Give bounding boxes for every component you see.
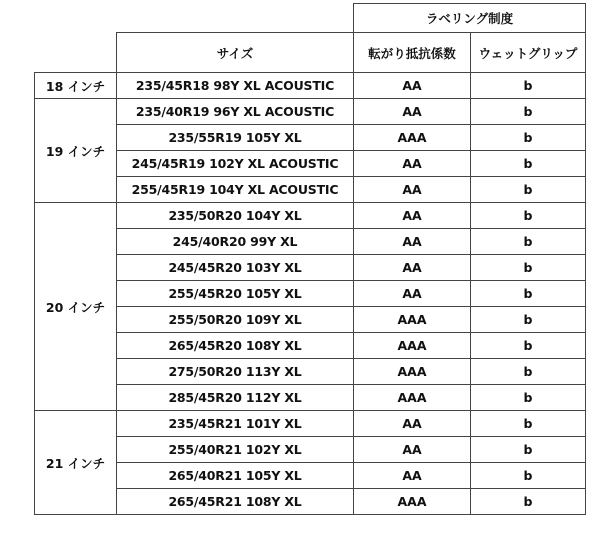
inch-group-label: 18 インチ [35,73,117,99]
wet-grip-cell: b [471,385,586,411]
table-row [35,125,586,151]
rolling-resistance-cell: AA [354,151,471,177]
wet-grip-cell: b [471,281,586,307]
tire-size-cell: 265/45R20 108Y XL [117,333,354,359]
tire-size-cell: 235/55R19 105Y XL [117,125,354,151]
table-row [35,281,586,307]
tire-size-cell: 245/45R19 102Y XL ACOUSTIC [117,151,354,177]
inch-group-label: 21 インチ [35,411,117,515]
tire-size-cell: 255/50R20 109Y XL [117,307,354,333]
table-row [35,307,586,333]
rolling-resistance-cell: AAA [354,307,471,333]
wet-grip-cell: b [471,99,586,125]
tire-size-cell: 245/40R20 99Y XL [117,229,354,255]
rolling-resistance-cell: AA [354,437,471,463]
tire-size-cell: 255/45R19 104Y XL ACOUSTIC [117,177,354,203]
table-row [35,333,586,359]
table-row [35,203,586,229]
tire-size-cell: 275/50R20 113Y XL [117,359,354,385]
table-row [35,177,586,203]
tire-size-cell: 235/50R20 104Y XL [117,203,354,229]
tire-size-cell: 235/45R18 98Y XL ACOUSTIC [117,73,354,99]
table-row [35,73,586,99]
size-column-header: サイズ [117,33,354,73]
table-row [35,99,586,125]
tire-size-cell: 265/45R21 108Y XL [117,489,354,515]
rolling-resistance-cell: AA [354,203,471,229]
rolling-resistance-cell: AAA [354,333,471,359]
table-body [35,73,586,515]
table-row [35,359,586,385]
wet-grip-cell: b [471,411,586,437]
inch-group-label: 20 インチ [35,203,117,411]
rolling-resistance-cell: AA [354,463,471,489]
rolling-resistance-cell: AA [354,255,471,281]
rolling-resistance-cell: AA [354,411,471,437]
wet-grip-cell: b [471,333,586,359]
wet-grip-cell: b [471,73,586,99]
table-row [35,385,586,411]
tire-size-cell: 285/45R20 112Y XL [117,385,354,411]
rolling-resistance-column-header: 転がり抵抗係数 [354,33,471,73]
wet-grip-cell: b [471,177,586,203]
table-row [35,411,586,437]
tire-size-cell: 255/45R20 105Y XL [117,281,354,307]
tire-size-cell: 245/45R20 103Y XL [117,255,354,281]
rolling-resistance-cell: AAA [354,385,471,411]
table-row [35,489,586,515]
wet-grip-column-header: ウェットグリップ [471,33,586,73]
rolling-resistance-cell: AA [354,99,471,125]
rolling-resistance-cell: AAA [354,489,471,515]
wet-grip-cell: b [471,229,586,255]
wet-grip-cell: b [471,307,586,333]
tire-size-cell: 265/40R21 105Y XL [117,463,354,489]
rolling-resistance-cell: AAA [354,359,471,385]
table-row [35,255,586,281]
empty-header-cell [35,4,117,33]
table-row [35,151,586,177]
empty-header-cell [117,4,354,33]
wet-grip-cell: b [471,203,586,229]
wet-grip-cell: b [471,359,586,385]
table-row [35,229,586,255]
wet-grip-cell: b [471,463,586,489]
table-row [35,437,586,463]
wet-grip-cell: b [471,437,586,463]
rolling-resistance-cell: AAA [354,125,471,151]
empty-header-cell [35,33,117,73]
rolling-resistance-cell: AA [354,281,471,307]
tire-size-cell: 235/40R19 96Y XL ACOUSTIC [117,99,354,125]
wet-grip-cell: b [471,489,586,515]
wet-grip-cell: b [471,255,586,281]
labeling-title: ラベリング制度 [354,4,586,33]
rolling-resistance-cell: AA [354,73,471,99]
tire-table-wrapper [34,3,586,515]
wet-grip-cell: b [471,125,586,151]
tire-size-cell: 235/45R21 101Y XL [117,411,354,437]
wet-grip-cell: b [471,151,586,177]
rolling-resistance-cell: AA [354,177,471,203]
table-row [35,463,586,489]
tire-size-cell: 255/40R21 102Y XL [117,437,354,463]
tire-labeling-table [34,3,586,515]
inch-group-label: 19 インチ [35,99,117,203]
rolling-resistance-cell: AA [354,229,471,255]
